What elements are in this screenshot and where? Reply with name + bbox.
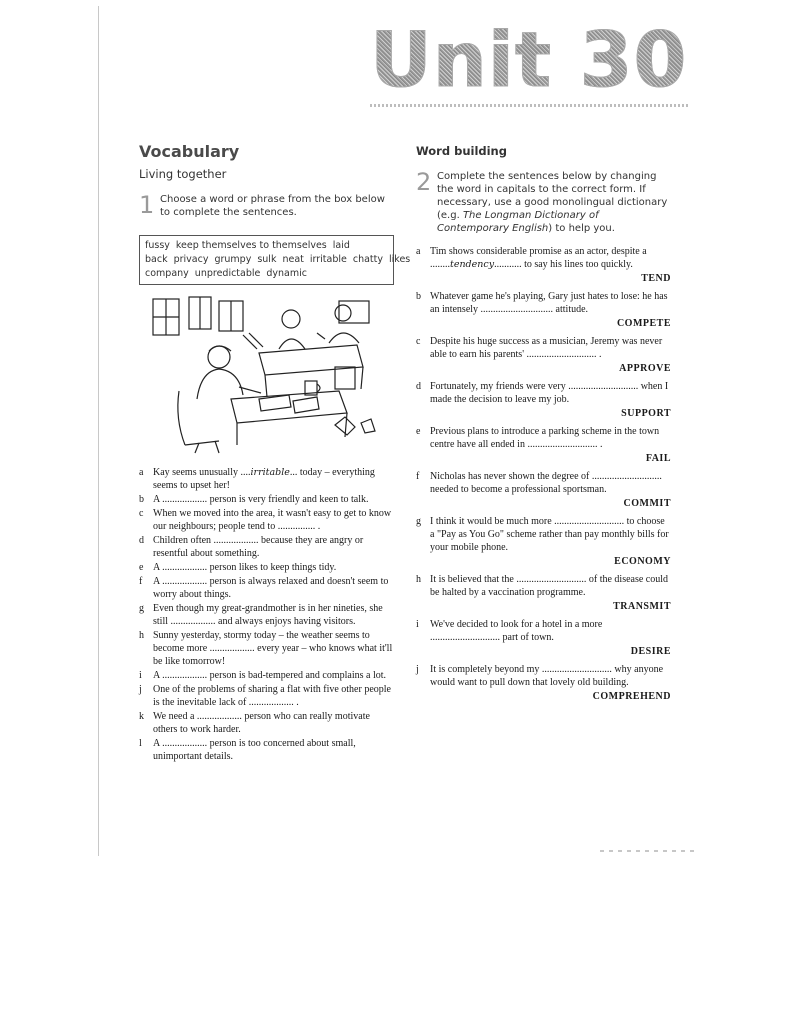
item-letter: f: [416, 471, 420, 482]
item-letter: i: [416, 619, 419, 630]
exercise-item: [416, 380, 671, 406]
item-text: Despite his huge success as a musician, Jeremy was never able to earn his parents' ............................ .: [430, 336, 663, 360]
item-text: A .................. person is too concerned about small, unimportant details.: [153, 738, 356, 762]
word-building-section: [416, 144, 671, 708]
item-letter: c: [139, 508, 144, 519]
exercise-item: [139, 507, 394, 533]
exercise-item: [139, 683, 394, 709]
capital-keyword: SUPPORT: [621, 408, 671, 419]
item-text: Previous plans to introduce a parking scheme in the town centre have all ended in ............................ .: [430, 426, 660, 450]
item-text: I think it would be much more ............................ to choose a "Pay as You Go" scheme rather than pay monthly bills for your mobile phone.: [430, 516, 669, 553]
word-box-entry: sulk: [257, 254, 277, 265]
instruction-before: Complete the sentences below by changing the word in capitals to the correct form. If necessary, use a good monolingual dictionary (e.g.: [437, 171, 668, 221]
exercise-2-number: 2: [416, 168, 432, 196]
item-letter: b: [416, 291, 421, 302]
item-letter: h: [416, 574, 421, 585]
item-text: When we moved into the area, it wasn't easy to get to know our neighbours; people tend to ............... .: [153, 508, 392, 532]
word-building-heading: Word building: [416, 144, 507, 158]
word-building-items: [416, 245, 671, 702]
item-letter: j: [416, 664, 419, 675]
item-letter: f: [139, 576, 143, 587]
item-text: [153, 466, 394, 492]
capital-keyword: TRANSMIT: [613, 601, 671, 612]
word-box-entry: unpredictable: [194, 268, 261, 279]
exercise-1-number: 1: [139, 191, 155, 219]
exercise-item: [416, 290, 671, 316]
item-letter: a: [139, 467, 144, 478]
word-box-entry: fussy: [145, 240, 170, 251]
item-letter: i: [139, 670, 142, 681]
exercise-item: [416, 515, 671, 554]
exercise-item: [139, 669, 394, 682]
item-text: Sunny yesterday, stormy today – the weather seems to become more .................. every year – who knows what it'll be like tomorrow!: [153, 630, 393, 667]
exercise-item: [139, 466, 394, 492]
page-marks: [600, 850, 695, 852]
item-letter: g: [139, 603, 144, 614]
instruction-after: ) to help you.: [548, 223, 615, 234]
exercise-item: [139, 602, 394, 628]
exercise-1-intro: [139, 193, 394, 219]
exercise-item: [139, 534, 394, 560]
item-letter: c: [416, 336, 421, 347]
item-text-after: ... today – everything seems to upset her!: [153, 467, 375, 491]
word-box-entry: irritable: [309, 254, 347, 265]
item-text: A .................. person is bad-tempered and complains a lot.: [153, 670, 387, 681]
handwritten-answer: irritable: [250, 467, 290, 478]
item-text: A .................. person likes to keep things tidy.: [153, 562, 337, 573]
capital-keyword: COMMIT: [623, 498, 671, 509]
item-text: A .................. person is always relaxed and doesn't seem to worry about things.: [153, 576, 389, 600]
item-text: We need a .................. person who can really motivate others to work harder.: [153, 711, 370, 735]
item-text: It is completely beyond my ............................ why anyone would want to pull down that lovely old building.: [430, 664, 664, 688]
exercise-2-intro: [416, 170, 671, 235]
item-text-before: Tim shows considerable promise as an actor, despite a ........: [430, 246, 647, 270]
word-box-entry: grumpy: [214, 254, 252, 265]
exercise-item: [416, 245, 671, 271]
capital-keyword: TEND: [641, 273, 671, 284]
exercise-item: [139, 493, 394, 506]
page-edge: [98, 6, 99, 856]
office-illustration: [139, 295, 389, 455]
capital-keyword: COMPETE: [616, 318, 671, 329]
item-letter: g: [416, 516, 421, 527]
exercise-item: [139, 710, 394, 736]
item-text: [430, 245, 671, 271]
exercise-item: [416, 618, 671, 644]
item-text: Even though my great-grandmother is in her nineties, she still .................. and always enjoys having visitors.: [153, 603, 383, 627]
exercise-item: [416, 470, 671, 496]
item-text: Children often .................. because they are angry or resentful about something.: [153, 535, 364, 559]
item-text: Nicholas has never shown the degree of ............................ needed to become a professional sportsman.: [430, 471, 662, 495]
capital-keyword: DESIRE: [630, 646, 671, 657]
exercise-item: [416, 335, 671, 361]
exercise-item: [416, 663, 671, 689]
item-text: A .................. person is very friendly and keen to talk.: [153, 494, 369, 505]
item-letter: b: [139, 494, 144, 505]
vocabulary-section: [139, 142, 411, 764]
capital-keyword: APPROVE: [619, 363, 671, 374]
exercise-item: [416, 573, 671, 599]
unit-title: Unit 30: [370, 15, 688, 104]
word-box: [139, 235, 411, 285]
word-box-entry: privacy: [173, 254, 209, 265]
item-letter: e: [139, 562, 144, 573]
vocabulary-items: [139, 466, 394, 763]
item-text: Fortunately, my friends were very ............................ when I made the decision to leave my job.: [430, 381, 669, 405]
word-box-entry: chatty: [352, 254, 383, 265]
item-text: It is believed that the ............................ of the disease could be halted by a vaccination programme.: [430, 574, 669, 598]
capital-keyword: ECONOMY: [614, 556, 671, 567]
item-letter: h: [139, 630, 144, 641]
item-letter: d: [139, 535, 144, 546]
exercise-item: [139, 561, 394, 574]
word-box-entry: keep themselves to themselves: [175, 240, 327, 251]
vocabulary-subheading: Living together: [139, 167, 227, 181]
item-text: One of the problems of sharing a flat with five other people is the inevitable lack of .................. .: [153, 684, 391, 708]
exercise-1-instruction: Choose a word or phrase from the box below to complete the sentences.: [160, 194, 385, 218]
word-box-entry: likes company: [145, 254, 411, 279]
exercise-2-instruction: [437, 170, 671, 235]
item-text: We've decided to look for a hotel in a more ............................ part of town.: [430, 619, 603, 643]
item-letter: j: [139, 684, 142, 695]
exercise-item: [416, 425, 671, 451]
exercise-item: [139, 629, 394, 668]
item-letter: e: [416, 426, 421, 437]
item-letter: d: [416, 381, 421, 392]
item-letter: l: [139, 738, 142, 749]
item-letter: a: [416, 246, 421, 257]
exercise-item: [139, 575, 394, 601]
item-text-after: ........... to say his lines too quickly.: [494, 259, 633, 270]
capital-keyword: COMPREHEND: [592, 691, 671, 702]
item-letter: k: [139, 711, 144, 722]
vocabulary-heading: Vocabulary: [139, 142, 240, 161]
exercise-item: [139, 737, 394, 763]
item-text: Whatever game he's playing, Gary just hates to lose: he has an intensely ............................. attitude.: [430, 291, 668, 315]
title-underline: [370, 104, 690, 107]
word-box-entry: laid back: [145, 240, 350, 265]
capital-keyword: FAIL: [645, 453, 671, 464]
handwritten-answer: tendency: [450, 259, 495, 270]
dictionary-title: The Longman Dictionary of Contemporary English: [437, 210, 599, 234]
word-box-entry: dynamic: [266, 268, 307, 279]
item-text-before: Kay seems unusually ....: [153, 467, 251, 478]
word-box-entry: neat: [282, 254, 304, 265]
